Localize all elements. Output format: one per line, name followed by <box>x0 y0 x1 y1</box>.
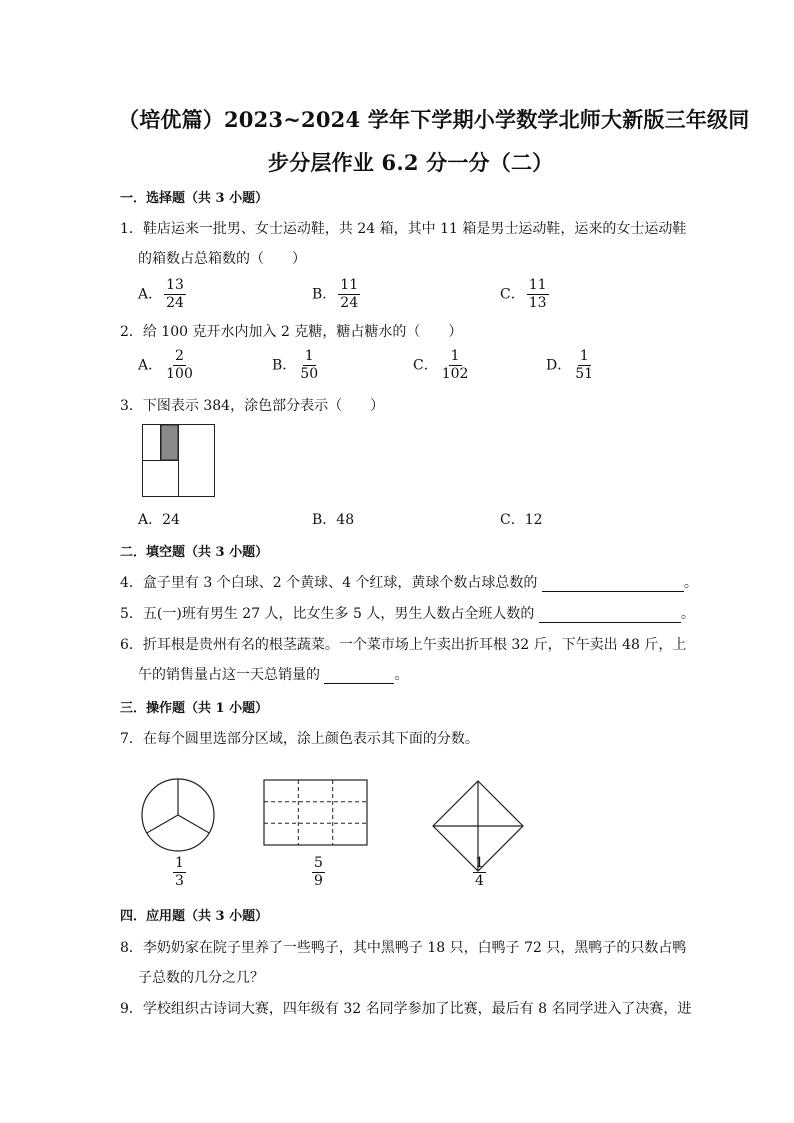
q3-option-c[interactable]: C．12 <box>500 512 543 528</box>
question-6-line2 <box>138 664 408 684</box>
shaded-part <box>161 425 178 460</box>
numerator: 1 <box>175 855 184 871</box>
numerator: 1 <box>304 348 314 364</box>
rectangle-ninths-figure[interactable] <box>263 779 369 847</box>
answer-blank[interactable] <box>324 669 394 684</box>
q3-option-a[interactable]: A．24 <box>138 512 180 528</box>
answer-blank[interactable] <box>539 608 681 623</box>
numerator: 1 <box>475 855 484 871</box>
question-text: 5．五(一)班有男生 27 人，比女生多 5 人，男生人数占全班人数的 <box>120 606 539 622</box>
question-5 <box>120 603 695 623</box>
question-4 <box>120 572 698 592</box>
question-2: 2．给 100 克开水内加入 2 克糖，糖占糖水的（ ） <box>120 324 463 340</box>
section-heading-application: 四．应用题（共 3 小题） <box>120 909 269 924</box>
fraction-label-3 <box>471 856 486 889</box>
fraction-label-2 <box>310 856 325 889</box>
question-end: 。 <box>683 575 698 591</box>
fraction <box>164 349 195 382</box>
section-heading-choice: 一．选择题（共 3 小题） <box>120 191 269 206</box>
denominator: 100 <box>166 366 193 382</box>
question-1-line2: 的箱数占总箱数的（ ） <box>138 251 306 267</box>
fraction <box>573 349 595 382</box>
q2-option-b[interactable] <box>272 349 320 382</box>
question-8-line1: 8．李奶奶家在院子里养了一些鸭子，其中黑鸭子 18 只，白鸭子 72 只，黑鸭子的只数占鸭 <box>120 940 687 956</box>
denominator: 50 <box>300 366 319 382</box>
option-label: C． <box>500 286 525 303</box>
fraction <box>298 349 320 382</box>
option-label: C． <box>413 357 438 374</box>
q2-option-c[interactable] <box>413 349 470 382</box>
question-3: 3．下图表示 384，涂色部分表示（ ） <box>120 398 385 414</box>
option-label: B． <box>312 286 337 303</box>
section-heading-operation: 三．操作题（共 1 小题） <box>120 701 269 716</box>
q2-option-d[interactable] <box>546 349 595 382</box>
q1-option-a[interactable] <box>138 278 186 311</box>
page-title-line2: 步分层作业 6.2 分一分（二） <box>268 150 554 175</box>
fraction <box>527 278 549 311</box>
q1-option-c[interactable] <box>500 278 549 311</box>
section-heading-fill: 二．填空题（共 3 小题） <box>120 545 269 560</box>
question-1-line1: 1．鞋店运来一批男、女士运动鞋，共 24 箱，其中 11 箱是男士运动鞋，运来的女士运动鞋 <box>120 221 687 237</box>
option-label: A． <box>138 286 163 303</box>
denominator: 9 <box>314 873 323 889</box>
fraction <box>440 349 471 382</box>
numerator: 2 <box>175 348 184 364</box>
denominator: 102 <box>441 366 469 382</box>
rectangle-outline <box>264 780 367 845</box>
question-end: 。 <box>394 667 409 683</box>
option-label: A． <box>138 357 163 374</box>
denominator: 24 <box>166 295 184 311</box>
fraction <box>164 278 186 311</box>
radius-line <box>147 815 178 833</box>
question-8-line2: 子总数的几分之几？ <box>138 970 264 986</box>
denominator: 3 <box>175 873 184 889</box>
denominator: 24 <box>340 295 359 311</box>
q3-grid-figure <box>142 424 216 498</box>
radius-line <box>178 815 209 833</box>
denominator: 51 <box>575 366 594 382</box>
question-text: 4．盒子里有 3 个白球、2 个黄球、4 个红球，黄球个数占球总数的 <box>120 575 542 591</box>
denominator: 4 <box>475 873 484 889</box>
q1-option-b[interactable] <box>312 278 360 311</box>
answer-blank[interactable] <box>542 577 684 592</box>
question-6-line1: 6．折耳根是贵州有名的根茎蔬菜。一个菜市场上午卖出折耳根 32 斤，下午卖出 48 斤，上 <box>120 637 687 653</box>
page-title-line1: （培优篇）2023~2024 学年下学期小学数学北师大新版三年级同 <box>118 107 750 132</box>
q2-option-a[interactable] <box>138 349 195 382</box>
numerator: 11 <box>528 277 547 293</box>
option-label: D． <box>546 357 572 374</box>
fraction-label-1 <box>171 856 186 889</box>
question-text: 午的销售量占这一天总销量的 <box>138 667 325 683</box>
q3-option-b[interactable]: B．48 <box>312 512 355 528</box>
fraction <box>338 278 360 311</box>
numerator: 11 <box>340 277 359 293</box>
question-end: 。 <box>680 606 695 622</box>
numerator: 1 <box>450 348 460 364</box>
question-7: 7．在每个圆里选部分区域，涂上颜色表示其下面的分数。 <box>120 731 479 747</box>
question-9-line1: 9．学校组织古诗词大赛，四年级有 32 名同学参加了比赛，最后有 8 名同学进入了决赛，进 <box>120 1001 692 1017</box>
circle-thirds-figure[interactable] <box>140 777 216 853</box>
numerator: 5 <box>314 855 323 871</box>
denominator: 13 <box>528 295 547 311</box>
option-label: B． <box>272 357 297 374</box>
numerator: 1 <box>579 348 589 364</box>
numerator: 13 <box>166 277 184 293</box>
